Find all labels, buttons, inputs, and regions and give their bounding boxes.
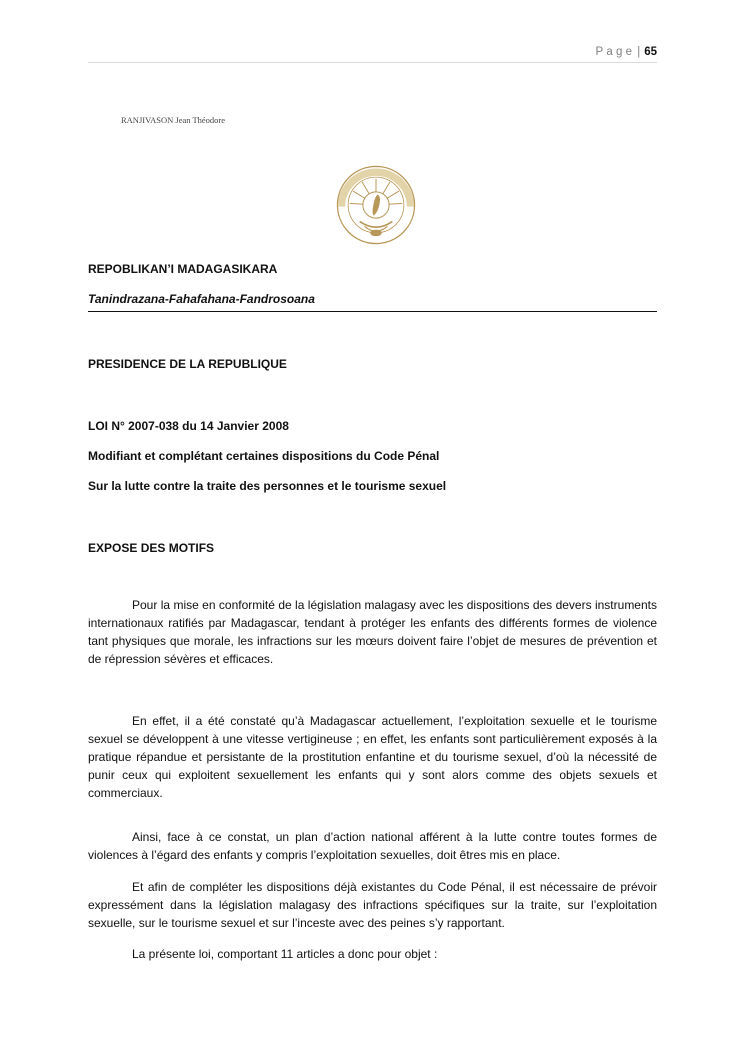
national-motto: Tanindrazana-Fahafahana-Fandrosoana bbox=[88, 292, 315, 306]
page-number: 65 bbox=[644, 46, 657, 58]
paragraph-3: Ainsi, face à ce constat, un plan d’action national afférent à la lutte contre toutes formes de violences à l’égard des enfants y compris l’exploitation sexuelles, doit êtres mis en place. bbox=[88, 830, 657, 862]
country-name: REPOBLIKAN’I MADAGASIKARA bbox=[88, 262, 278, 276]
paragraph-1: Pour la mise en conformité de la législation malagasy avec les dispositions des devers instruments internationaux ratifiés par Madagascar, tendant à protéger les enfants des différents formes de violence tant physiques que morale, les infractions sur les mœurs doivent faire l’objet de mesures de prévention et de répression sévères et efficaces. bbox=[88, 598, 657, 666]
paragraph-2: En effet, il a été constaté qu’à Madagascar actuellement, l’exploitation sexuelle et le tourisme sexuel se développent à une vitesse vertigineuse ; en effet, les enfants sont particulièrement exposés à la pratique répandue et persistante de la prostitution enfantine et du tourisme sexuel, d’où la nécessité de punir ceux qui exploitent sexuellement les enfants qui y sont alors comme des objets sexuels et commerciaux. bbox=[88, 714, 657, 800]
coat-of-arms-icon bbox=[335, 164, 417, 246]
header-rule bbox=[88, 311, 657, 312]
page-number-label bbox=[596, 46, 657, 58]
author-name: RANJIVASON Jean Théodore bbox=[121, 115, 226, 125]
section-heading: EXPOSE DES MOTIFS bbox=[88, 541, 215, 555]
paragraph-4: Et afin de compléter les dispositions déjà existantes du Code Pénal, il est nécessaire de prévoir expressément dans la législation malagasy des infractions spécifiques sur la traite, sur l’exploitation sexuelle, sur le tourisme sexuel et sur l’inceste avec des peines s’y rapportant. bbox=[88, 880, 657, 930]
presidency-heading: PRESIDENCE DE LA REPUBLIQUE bbox=[88, 357, 287, 371]
page-word: Page bbox=[595, 46, 636, 58]
law-subtitle-1: Modifiant et complétant certaines dispositions du Code Pénal bbox=[88, 449, 440, 463]
paragraph-5: La présente loi, comportant 11 articles a donc pour objet : bbox=[132, 947, 438, 961]
law-title: LOI N° 2007-038 du 14 Janvier 2008 bbox=[88, 419, 289, 433]
law-subtitle-2: Sur la lutte contre la traite des personnes et le tourisme sexuel bbox=[88, 479, 447, 493]
page-header bbox=[88, 40, 657, 63]
page-separator: | bbox=[637, 46, 641, 58]
